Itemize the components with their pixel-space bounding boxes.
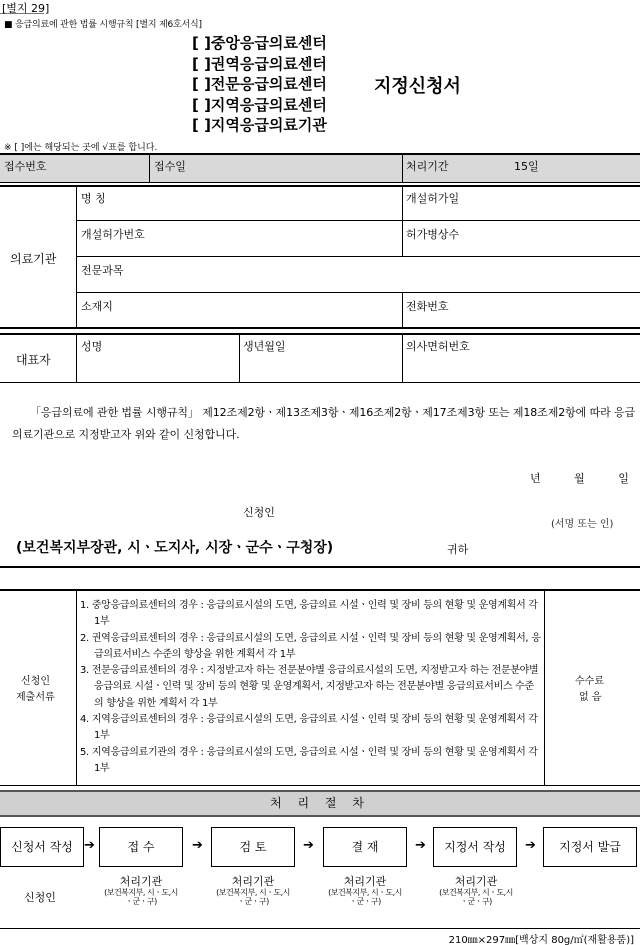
actor-sub: (보건복지부, 시ㆍ도,시ㆍ군ㆍ구) <box>328 888 402 906</box>
open-permit-number-field[interactable]: 개설허가번호 <box>81 228 145 241</box>
arrow-icon: ➔ <box>84 838 95 853</box>
fee-value: 없 음 <box>579 692 602 703</box>
recipient-suffix: 귀하 <box>447 543 469 556</box>
list-item: 4. 지역응급의료센터의 경우 : 응급의료시설의 도면, 응급의료 시설ㆍ인력 및 장비 등의 현황 및 운영계획서 각 1부 <box>80 714 538 742</box>
list-item: 3. 전문응급의료센터의 경우 : 지정받고자 하는 전문분야별 응급의료시설의 도면, 지정받고자 하는 전문분야별 응급의료 시설ㆍ인력 및 장비 등의 현황 및 운영계획서, 지정받고자 하는 전문분야별 응급의료서비스 수준의 향상을 위한 계획서 각 1부 <box>80 665 539 709</box>
actor-sub: (보건복지부, 시ㆍ도,시ㆍ군ㆍ구) <box>439 888 513 906</box>
institution-section-label: 의료기관 <box>10 252 57 266</box>
documents-label-line1: 신청인 <box>21 676 50 687</box>
arrow-icon: ➔ <box>525 838 536 853</box>
address-field[interactable]: 소재지 <box>81 300 113 313</box>
form-number: [별지 29] <box>2 2 50 15</box>
application-statement: 「응급의료에 관한 법률 시행규칙」 제12조제2항ㆍ제13조제3항ㆍ제16조제2항ㆍ제17조제3항 또는 제18조제2항에 따라 응급의료기관으로 지정받고자 위와 같이 신청합니다. <box>12 406 636 441</box>
representative-name-field[interactable]: 성명 <box>81 340 103 353</box>
institution-type-options <box>192 33 327 136</box>
actor-label: 처리기관 <box>231 875 275 888</box>
step-review: 검 토 <box>211 827 295 867</box>
phone-field[interactable]: 전화번호 <box>406 300 449 313</box>
actor-applicant <box>0 892 80 904</box>
list-item: 2. 권역응급의료센터의 경우 : 응급의료시설의 도면, 응급의료 시설ㆍ인력 및 장비 등의 현황 및 운영계획서, 응급의료서비스 수준의 향상을 위한 계획서 각 1부 <box>80 632 541 660</box>
option-local-institution[interactable]: [ ]지역응급의료기관 <box>192 116 327 134</box>
arrow-icon: ➔ <box>303 838 314 853</box>
actor-processor <box>213 876 293 906</box>
actor-sub: (보건복지부, 시ㆍ도,시ㆍ군ㆍ구) <box>104 888 178 906</box>
step-receipt: 접 수 <box>99 827 183 867</box>
specialty-field[interactable]: 전문과목 <box>81 264 124 277</box>
documents-label-line2: 제출서류 <box>16 692 55 703</box>
receipt-number-label: 접수번호 <box>4 160 47 173</box>
medical-license-field[interactable]: 의사면허번호 <box>406 340 470 353</box>
step-certificate-drafting: 지정서 작성 <box>433 827 517 867</box>
permitted-beds-field[interactable]: 허가병상수 <box>406 228 460 241</box>
option-specialized-center[interactable]: [ ]전문응급의료센터 <box>192 75 327 93</box>
actor-label: 처리기관 <box>454 875 498 888</box>
step-application: 신청서 작성 <box>0 827 84 867</box>
step-approval: 결 재 <box>323 827 407 867</box>
receipt-date-label: 접수일 <box>154 160 186 173</box>
actor-processor <box>436 876 516 906</box>
processing-period-value: 15일 <box>514 160 539 173</box>
receipt-row <box>0 154 640 182</box>
actor-label: 처리기관 <box>343 875 387 888</box>
list-item: 5. 지역응급의료기관의 경우 : 응급의료시설의 도면, 응급의료 시설ㆍ인력 및 장비 등의 현황 및 운영계획서 각 1부 <box>80 746 538 774</box>
open-permit-date-field[interactable]: 개설허가일 <box>406 192 460 205</box>
option-regional-center[interactable]: [ ]권역응급의료센터 <box>192 54 327 73</box>
page-title: 지정신청서 <box>374 76 461 97</box>
actor-label: 신청인 <box>24 891 56 904</box>
required-documents-list <box>80 598 542 777</box>
step-certificate-issuance: 지정서 발급 <box>543 827 637 867</box>
check-note: ※ [ ]에는 해당되는 곳에 √표를 합니다. <box>4 143 158 153</box>
rule-reference: ■ 응급의료에 관한 법률 시행규칙 [별지 제6호서식] <box>4 20 202 30</box>
actor-label: 처리기관 <box>119 875 163 888</box>
actor-processor <box>325 876 405 906</box>
option-central-center[interactable]: [ ]중앙응급의료센터 <box>192 34 327 52</box>
birth-date-field[interactable]: 생년월일 <box>243 340 286 353</box>
processing-period-label: 처리기간 <box>406 160 449 173</box>
paper-spec-footer: 210㎜×297㎜[백상지 80g/㎡(재활용품)] <box>448 935 634 945</box>
institution-name-field[interactable]: 명 칭 <box>81 192 106 205</box>
application-date[interactable]: 년 월 일 <box>530 472 629 485</box>
procedure-title: 처 리 절 차 <box>0 790 640 817</box>
signature-label[interactable]: (서명 또는 인) <box>551 519 614 530</box>
actor-sub: (보건복지부, 시ㆍ도,시ㆍ군ㆍ구) <box>216 888 290 906</box>
arrow-icon: ➔ <box>415 838 426 853</box>
arrow-icon: ➔ <box>192 838 203 853</box>
applicant-label: 신청인 <box>243 506 275 519</box>
actor-processor <box>101 876 181 906</box>
representative-section-label: 대표자 <box>16 353 51 367</box>
fee-label: 수수료 <box>575 676 604 687</box>
recipient-authority: (보건복지부장관, 시ㆍ도지사, 시장ㆍ군수ㆍ구청장) <box>16 540 334 556</box>
list-item: 1. 중앙응급의료센터의 경우 : 응급의료시설의 도면, 응급의료 시설ㆍ인력 및 장비 등의 현황 및 운영계획서 각 1부 <box>80 600 538 628</box>
option-local-center[interactable]: [ ]지역응급의료센터 <box>192 95 327 114</box>
